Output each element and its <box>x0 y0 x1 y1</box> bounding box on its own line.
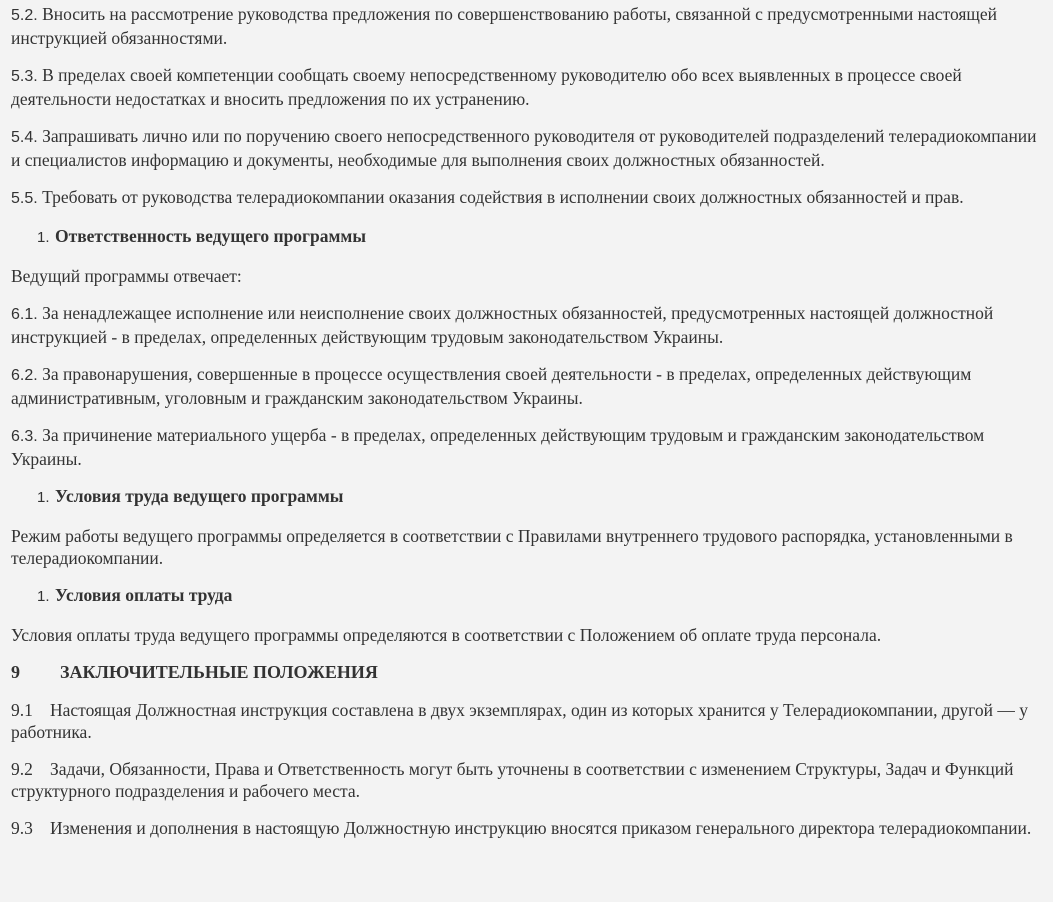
clause-text: За правонарушения, совершенные в процессе осуществления своей деятельности - в пределах, определенных действующим административным, уголовным и гражданским законодательством Украины. <box>11 364 972 408</box>
clause-number: 6.3. <box>11 428 38 445</box>
clause-text: Запрашивать лично или по поручению своего непосредственного руководителя от руководителей подразделений телерадиокомпании и специалистов информацию и документы, необходимые для выполнения своих должностных обязанностей. <box>11 126 1037 170</box>
clause-number: 5.2. <box>11 7 38 24</box>
clause-text: Задачи, Обязанности, Права и Ответственность могут быть уточнены в соответствии с изменением Структуры, Задач и Функций структурного подразделения и рабочего места. <box>11 759 1014 801</box>
clause-text: За причинение материального ущерба - в пределах, определенных действующим трудовым и гражданским законодательством Украины. <box>11 425 985 469</box>
clause-number: 6.2. <box>11 367 38 384</box>
list-marker: 1. <box>37 489 50 506</box>
heading-responsibility <box>11 225 1043 249</box>
list-marker: 1. <box>37 588 50 605</box>
paragraph-9-2 <box>11 758 1043 802</box>
heading-text: Условия труда ведущего программы <box>55 486 344 506</box>
heading-text: Условия оплаты труда <box>55 585 233 605</box>
section-title: ЗАКЛЮЧИТЕЛЬНЫЕ ПОЛОЖЕНИЯ <box>60 662 378 682</box>
list-marker: 1. <box>37 229 50 246</box>
paragraph-5-3 <box>11 64 1043 110</box>
paragraph-5-2 <box>11 3 1043 49</box>
paragraph-9-3 <box>11 817 1043 839</box>
clause-text: В пределах своей компетенции сообщать своему непосредственному руководителю обо всех выявленных в процессе своей деятельности недостатках и вносить предложения по их устранению. <box>11 65 962 109</box>
paragraph-9-1 <box>11 699 1043 743</box>
paragraph-6-1 <box>11 302 1043 348</box>
paragraph-5-4 <box>11 125 1043 171</box>
clause-text: Настоящая Должностная инструкция составлена в двух экземплярах, один из которых хранится у Телерадиокомпании, другой — у работника. <box>11 700 1028 742</box>
paragraph-7: Режим работы ведущего программы определяется в соответствии с Правилами внутреннего трудового распорядка, установленными в телерадиокомпании. <box>11 526 1013 568</box>
clause-text: За ненадлежащее исполнение или неисполнение своих должностных обязанностей, предусмотренных настоящей должностной инструкцией - в пределах, определенных действующим трудовым законодательством Украины. <box>11 303 994 347</box>
paragraph-6-2 <box>11 363 1043 409</box>
clause-text: Требовать от руководства телерадиокомпании оказания содействия в исполнении своих должностных обязанностей и прав. <box>37 187 964 207</box>
clause-number: 5.4. <box>11 129 38 146</box>
clause-text: Вносить на рассмотрение руководства предложения по совершенствованию работы, связанной с предусмотренными настоящей инструкцией обязанностями. <box>11 4 998 48</box>
clause-number: 5.5. <box>11 190 38 207</box>
clause-number: 9.3 <box>11 818 33 838</box>
clause-number: 9.2 <box>11 759 33 779</box>
heading-working-conditions <box>11 485 1043 509</box>
paragraph-5-5 <box>11 186 1043 210</box>
clause-number: 6.1. <box>11 306 38 323</box>
heading-pay-conditions <box>11 584 1043 608</box>
paragraph-8: Условия оплаты труда ведущего программы определяются в соответствии с Положением об оплате труда персонала. <box>11 625 882 645</box>
clause-text: Изменения и дополнения в настоящую Должностную инструкцию вносятся приказом генерального директора телерадиокомпании. <box>50 818 1032 838</box>
clause-number: 5.3. <box>11 68 38 85</box>
paragraph-6-3 <box>11 424 1043 470</box>
section-heading-final-provisions <box>11 661 1043 683</box>
section-number: 9 <box>11 662 20 682</box>
clause-number: 9.1 <box>11 700 33 720</box>
heading-text: Ответственность ведущего программы <box>55 226 366 246</box>
paragraph-6-intro: Ведущий программы отвечает: <box>11 266 242 286</box>
